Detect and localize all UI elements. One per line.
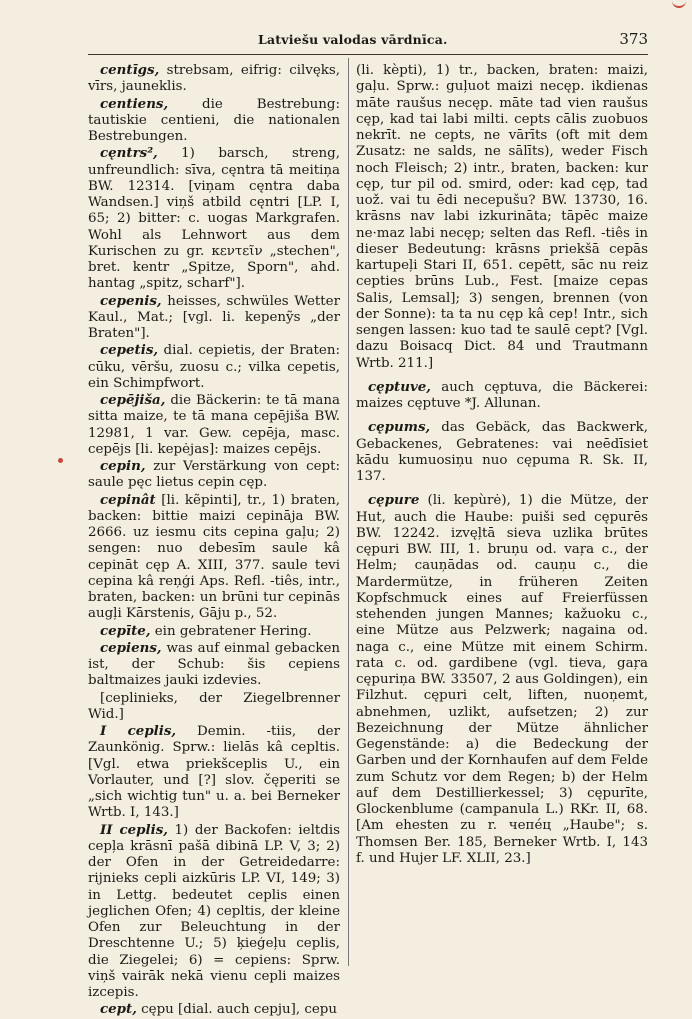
headword: cęptuve, xyxy=(368,378,431,395)
margin-bullet xyxy=(58,458,63,463)
entry-body: 1) der Backofen: ieltdis cepļa krāsnī pašā dibinā LP. V, 3; 2) der Ofen in der Getreidedarre: rijnieks cepli aizkūris LP. VI, 149; 3) in Lettg. bedeutet ceplis einen jeglichen Ofen; 4) cepltis, der kleine Ofen zur Beleuchtung in der Dreschtenne U.; 5) ķieģeļu ceplis, die Ziegelei; 6) = cepiens: Sprw. viņš vairāk nekā vienu cepli maizes izcepis. xyxy=(88,822,340,1000)
headword: cępure xyxy=(368,492,420,509)
entry-body: [li. kẽpinti], tr., 1) braten, backen: bittie maizi cepināja BW. 2666. uz iesmu cits cepina gaļu; 2) sengen: nuo debesīm saule kâ cepināt cęp A. XIII, 377. saule tevi cepina kâ reņģi Aps. Refl. -tiês, intr., braten, backen: un brūni tur cepinās augļi Kārstenis, Gāju p., 52. xyxy=(88,492,340,622)
headword: cepenis, xyxy=(100,292,162,309)
column-divider xyxy=(348,58,349,966)
page-number: 373 xyxy=(619,30,648,48)
left-column xyxy=(88,62,340,1019)
headword: cęntrs², xyxy=(100,145,158,162)
entry-body: das Gebäck, das Backwerk, Gebackenes, Gebratenes: vai neēdīsiet kādu kumuosiņu nuo cępuma R. Sk. II, 137. xyxy=(356,420,648,484)
entry xyxy=(88,293,340,343)
entry xyxy=(88,640,340,690)
running-title: Latviešu valodas vārdnīca. xyxy=(258,32,448,47)
entry xyxy=(88,458,340,492)
entry-body: 1) barsch, streng, unfreundlich: sīva, cęntra tā meitiņa BW. 12314. [viņam cęntra daba Wandsen.] viņš atbild cęntri [LP. I, 65; 2) bitter: c. uogas Markgrafen. Wohl als Lehnwort aus dem Kurischen zu gr. κεντεῖν „stechen", bret. kentr „Spitze, Sporn", ahd. hantag „spitz, scharf"]. xyxy=(88,146,340,292)
headword: I ceplis, xyxy=(100,723,177,739)
entry xyxy=(88,62,340,96)
page-header xyxy=(88,32,648,54)
entry-body: die Bestrebung: tautiskie centieni, die nationalen Bestrebungen. xyxy=(88,96,340,144)
entry-body: heisses, schwüles Wetter Kaul., Mat.; [vgl. li. kepenỹs „der Braten"]. xyxy=(88,293,340,341)
entry xyxy=(88,690,340,724)
headword: centiens, xyxy=(100,95,169,112)
entry xyxy=(88,492,340,623)
entry xyxy=(356,379,648,413)
entry-body: cępu [dial. auch cepju], cepu xyxy=(136,1002,337,1018)
entry-body: dial. cepietis, der Braten: cūku, vēršu, zuosu c.; vilka cepetis, ein Schimpfwort. xyxy=(88,343,340,391)
entry xyxy=(88,342,340,392)
entry-body: zur Verstärkung von cept: saule pęc lietus cepin cęp. xyxy=(88,459,340,491)
entry-body: auch cęptuva, die Bäckerei: maizes cęptuve *J. Allunan. xyxy=(356,379,648,411)
headword: cepiens, xyxy=(100,639,162,656)
entry xyxy=(88,1001,340,1018)
entry-body: (li. kepùrė), 1) die Mütze, der Hut, auch die Haube: puiši sed cępurēs BW. 12242. izvęļtā sieva uzlika brūtes cępuri BW. III, 1. bruņu od. vaŗa c., der Helm; cauņādas od. cauņu c., die Mardermütze, in früheren Zeiten Kopfschmuck eines auf Freierfüssen stehenden jungen Mannes; kažuoku c., eine Mütze aus Pelzwerk; nagaina od. naga c., eine Mütze mit einem Schirm. rata c. od. gardibene (vgl. tieva, gaŗa cępuriņa BW. 33507, 2 aus Goldingen), ein Filzhut. cępuri celt, liften, nuoņemt, abnehmen, uzlikt, aufsetzen; 2) zur Bezeichnung der Mütze ähnlicher Gegenstände: a) die Bedeckung der Garben und der Kornhaufen auf dem Felde zum Schutz vor dem Regen; b) der Helm auf dem Destillierkessel; 3) cępurīte, Glockenblume (campanula L.) RKr. II, 68. [Am ehesten zu r. чепéц „Haube"; s. Thomsen Ber. 185, Berneker Wrtb. I, 143 f. und Hujer LF. XLII, 23.] xyxy=(356,493,648,866)
headword: cepetis, xyxy=(100,342,159,359)
headword: cepinât xyxy=(100,491,156,508)
entry-body: ein gebratener Hering. xyxy=(150,623,312,639)
entry xyxy=(88,723,340,822)
headword: cępums, xyxy=(368,419,431,436)
headword: cepīte, xyxy=(100,622,151,639)
entry-body: strebsam, eifrig: cilvęks, vīrs, jauneklis. xyxy=(88,63,340,95)
headword: cepējiša, xyxy=(100,392,166,408)
entry xyxy=(88,145,340,292)
entry xyxy=(88,623,340,640)
entry-body: [ceplinieks, der Ziegelbrenner Wid.] xyxy=(88,690,340,722)
headword: II ceplis, xyxy=(100,821,168,838)
entry-body: die Bäckerin: te tā mana sitta maize, te tā mana cepējiša BW. 12981, 1 var. Gew. cepēja, masc. cepējs [li. kepėjas]: maizes cepējs. xyxy=(88,393,340,457)
corner-mark-decoration xyxy=(672,0,686,8)
entry-body: was auf einmal gebacken ist, der Schub: šis cepiens baltmaizes jauki izdevies. xyxy=(88,640,340,689)
entry-body: Demin. -tiis, der Zaunkönig. Sprw.: lielās kâ cepltis. [Vgl. etwa priekšceplis U., ein Vorlauter, und [?] slov. čęperiti se „sich wichtig tun" u. a. bei Berneker Wrtb. I, 143.] xyxy=(88,724,340,821)
right-column xyxy=(356,62,648,867)
entry xyxy=(356,492,648,867)
headword: centīgs, xyxy=(100,62,160,78)
entry xyxy=(88,822,340,1002)
header-rule xyxy=(88,54,648,55)
headword: cepin, xyxy=(100,458,146,474)
headword: cept, xyxy=(100,1001,137,1018)
entry xyxy=(356,419,648,485)
entry xyxy=(88,96,340,146)
entry-continuation xyxy=(356,62,648,372)
entry xyxy=(88,392,340,458)
entry-body: (li. kèpti), 1) tr., backen, braten: maizi, gaļu. Sprw.: guļuot maizi necęp. ikdienas māte raušus necęp. māte tad vien raušus cęp, kad tai labi milti. cepts cālis zuobuos nekrīt. ne cepts, ne vārīts (oft mit dem Zusatz: ne salds, ne sālīts), weder Fisch noch Fleisch; 2) intr., braten, backen: kur cęp, tur pil od. smird, oder: kad cęp, tad uož. vai tu ēdi necepušu? BW. 13730, 16. krāsns nav labi izkurināta; tāpēc maize ne·maz labi necęp; selten das Refl. -tiês in dieser Bedeutung: krāsns priekšā cepās kartupeļi Stari II, 651. cepētt, sāc nu reiz cepties brūns Lub., Fest. [maize cepas Salis, Lemsal]; 3) sengen, brennen (von der Sonne): ta ta nu cęp kâ cep! Intr., sich sengen lassen: kuo tad te saulē cept? [Vgl. dazu Boisacq Dict. 84 und Trautmann Wrtb. 211.] xyxy=(356,63,648,371)
